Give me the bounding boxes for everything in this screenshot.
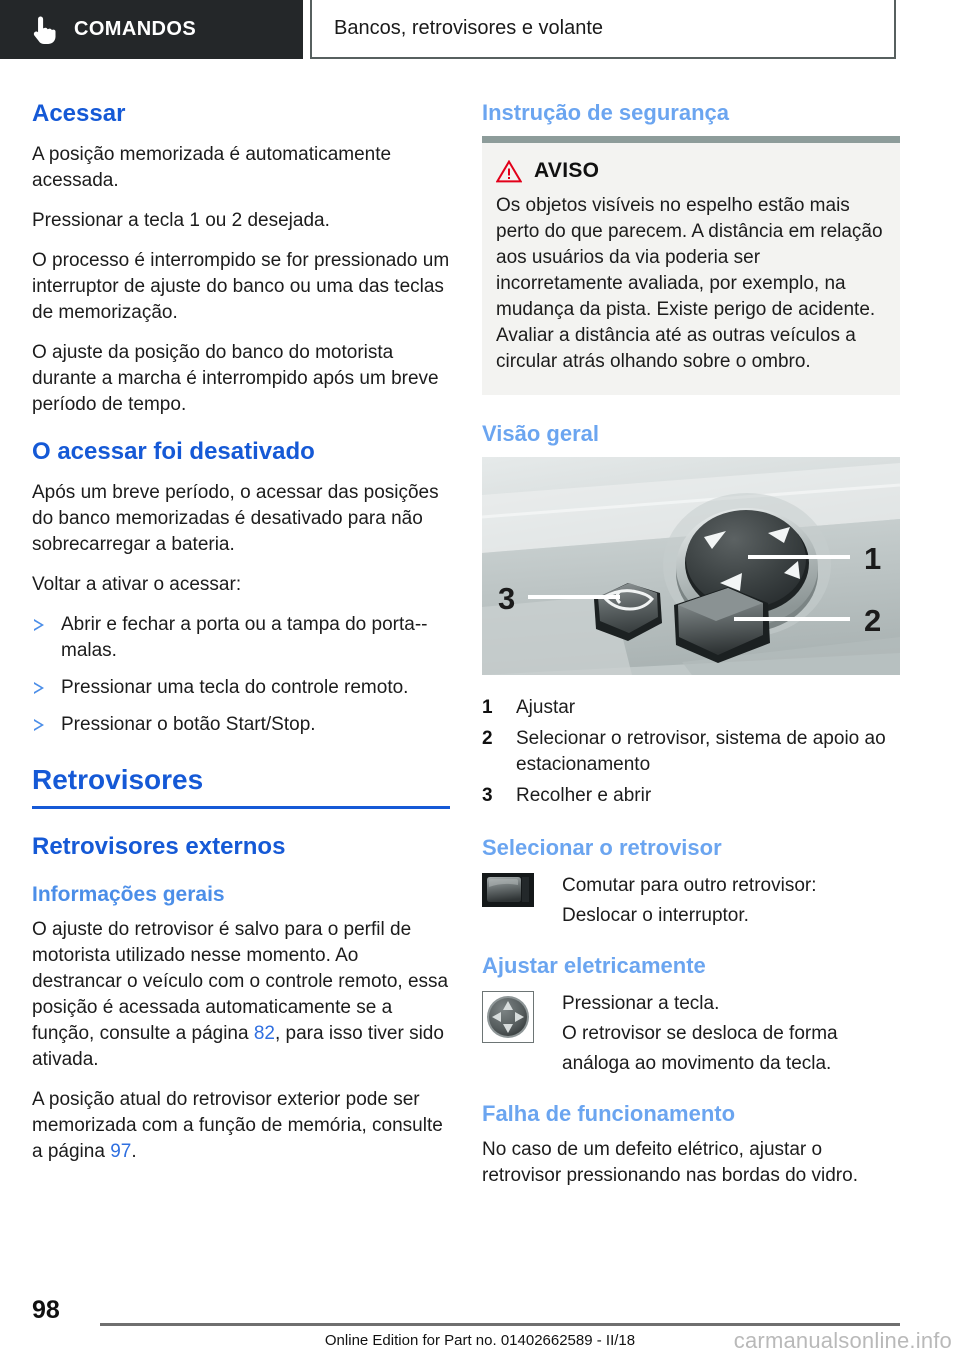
- list-item-label: Abrir e fechar a porta ou a tampa do porta--malas.: [61, 614, 428, 661]
- list-item: [32, 712, 450, 738]
- legend-number: 1: [482, 697, 493, 718]
- page-number: 98: [32, 1296, 60, 1324]
- watermark-label: carmanualsonline.info: [733, 1328, 952, 1353]
- adjust-electric-text: [562, 989, 900, 1079]
- dpad-button-icon: [482, 991, 534, 1043]
- retrovisores-paragraph-1: [32, 917, 450, 1073]
- list-item: [482, 783, 900, 809]
- triangle-bullet-icon: [34, 719, 44, 731]
- legend-label: Ajustar: [516, 697, 576, 718]
- footer-edition-note: Online Edition for Part no. 01402662589 - II/18: [324, 1332, 636, 1349]
- acessar-paragraph: O processo é interrompido se for pressionado um interruptor de ajuste do banco ou uma das teclas de memorização.: [32, 250, 450, 323]
- list-item: [482, 726, 900, 778]
- footer-divider: [100, 1323, 900, 1326]
- retrovisores-paragraph-2: [32, 1087, 450, 1165]
- adjust-electric-line-2: O retrovisor se desloca de forma análoga ao movimento da tecla.: [562, 1023, 838, 1074]
- list-item: [482, 695, 900, 721]
- figure-callout-2: 2: [864, 603, 882, 638]
- rocker-switch-icon: [482, 873, 534, 907]
- legend-number: 2: [482, 728, 493, 749]
- text-fragment: .: [131, 1141, 137, 1162]
- page-reference-link[interactable]: 82: [253, 1023, 275, 1044]
- select-mirror-line-2: Deslocar o interruptor.: [562, 905, 749, 926]
- acessar-paragraph: O ajuste da posição do banco do motorista durante a marcha é interrompido após um breve período de tempo.: [32, 342, 439, 415]
- text-fragment: O ajuste do retrovisor é salvo para o perfil de motorista utilizado nesse momento. Ao destrancar o veículo com o controle remoto, essa posição é acessada automaticamente se a função, consulte a página: [32, 919, 449, 1044]
- heading-ajustar-eletricamente: Ajustar eletricamente: [482, 953, 706, 978]
- triangle-bullet-icon: [34, 682, 44, 694]
- list-item-label: Pressionar o botão Start/Stop.: [61, 714, 316, 735]
- dpad-icon-cell: [482, 989, 562, 1048]
- rocker-switch-icon-cell: [482, 871, 562, 912]
- text-fragment: , para isso tiver sido ativada.: [32, 1023, 444, 1070]
- page-footer: [0, 1276, 960, 1362]
- select-mirror-text: [562, 871, 900, 931]
- legend-label: Recolher e abrir: [516, 785, 652, 806]
- heading-acessar: Acessar: [32, 100, 126, 127]
- section-tab[interactable]: [310, 0, 896, 59]
- figure-legend-list: [482, 695, 900, 809]
- chapter-tab-label: COMANDOS: [74, 18, 197, 40]
- heading-instrucao-seguranca: Instrução de segurança: [482, 100, 729, 125]
- right-column: [482, 100, 900, 1203]
- triangle-bullet-icon: [34, 619, 44, 631]
- section-tab-label: Bancos, retrovisores e volante: [334, 17, 604, 39]
- figure-callout-3: 3: [498, 581, 516, 616]
- list-item: [32, 675, 450, 701]
- legend-number: 3: [482, 785, 493, 806]
- list-item-label: Pressionar uma tecla do controle remoto.: [61, 677, 409, 698]
- figure-callout-1: 1: [864, 541, 882, 576]
- pointing-hand-icon: [30, 15, 56, 45]
- select-mirror-row: [482, 871, 900, 931]
- heading-retrovisores-externos: Retrovisores externos: [32, 833, 286, 860]
- desativado-paragraph: Após um breve período, o acessar das posições do banco memorizadas é desativado para não sobrecarregar a bateria.: [32, 482, 439, 555]
- warning-triangle-icon: [496, 160, 522, 183]
- page-header: [0, 0, 960, 66]
- warning-header: [496, 159, 886, 183]
- list-item: [32, 612, 450, 664]
- desativado-paragraph: Voltar a ativar o acessar:: [32, 574, 242, 595]
- heading-selecionar-retrovisor: Selecionar o retrovisor: [482, 835, 722, 860]
- warning-title: AVISO: [534, 159, 600, 182]
- mirror-controls-illustration: [482, 457, 900, 675]
- page-title-retrovisores: Retrovisores: [32, 764, 450, 809]
- warning-text: Os objetos visíveis no espelho estão mais perto do que parecem. A distância em relação aos usuários da via poderia ser incorretamente avaliada, por exemplo, na mudança da pista. Existe perigo de acidente. Avaliar a distância até as outras veículos a circular atrás olhando sobre o ombro.: [496, 195, 883, 372]
- left-column: [32, 100, 450, 1179]
- adjust-electric-row: [482, 989, 900, 1079]
- heading-informacoes-gerais: Informações gerais: [32, 883, 225, 906]
- adjust-electric-line-1: Pressionar a tecla.: [562, 993, 720, 1014]
- warning-box: [482, 136, 900, 395]
- acessar-paragraph: Pressionar a tecla 1 ou 2 desejada.: [32, 210, 330, 231]
- acessar-paragraph: A posição memorizada é automaticamente acessada.: [32, 144, 392, 191]
- page-reference-link[interactable]: 97: [110, 1141, 132, 1162]
- reactivate-list: [32, 612, 450, 738]
- text-fragment: A posição atual do retrovisor exterior pode ser memorizada com a função de memória, consulte a página: [32, 1089, 443, 1162]
- heading-visao-geral: Visão geral: [482, 421, 599, 446]
- legend-label: Selecionar o retrovisor, sistema de apoio ao estacionamento: [516, 728, 886, 775]
- select-mirror-line-1: Comutar para outro retrovisor:: [562, 875, 817, 896]
- heading-desativado: O acessar foi desativado: [32, 438, 315, 465]
- malfunction-text: No caso de um defeito elétrico, ajustar o retrovisor pressionando nas bordas do vidro.: [482, 1139, 858, 1186]
- heading-falha-funcionamento: Falha de funcionamento: [482, 1101, 736, 1126]
- chapter-tab[interactable]: [0, 0, 303, 59]
